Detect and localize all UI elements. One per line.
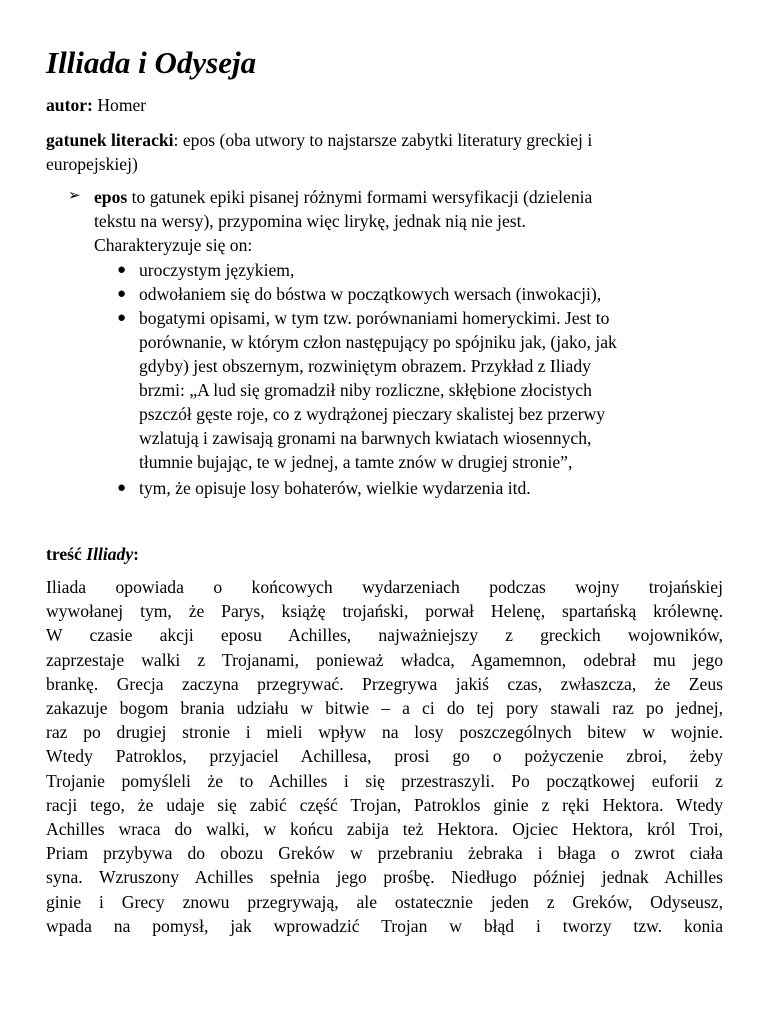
arrow-bullet-icon: ➢ — [68, 188, 81, 204]
bullet-item-4: tym, że opisuje losy bohaterów, wielkie wydarzenia itd. — [139, 478, 531, 498]
paragraph-line: Iliada opowiada o końcowych wydarzeniach podczas wojny trojańskiej — [46, 577, 723, 597]
genre-label: gatunek literacki — [46, 130, 174, 150]
summary-paragraph — [46, 575, 723, 938]
epos-line-3: Charakteryzuje się on: — [94, 235, 253, 255]
section-heading-prefix: treść — [46, 544, 87, 564]
bullet-item-2: odwołaniem się do bóstwa w początkowych wersach (inwokacji), — [139, 284, 602, 304]
bullet-item-3-line: tłumnie bujając, te w jednej, a tamte znów w drugiej stronie”, — [139, 452, 573, 472]
genre-text-1: : epos (oba utwory to najstarsze zabytki literatury greckiej i — [173, 130, 593, 150]
section-heading-title: Illiady — [86, 544, 134, 564]
author-line — [46, 93, 146, 117]
paragraph-line: Wtedy Patroklos, przyjaciel Achillesa, prosi go o pożyczenie zbroi, żeby — [46, 746, 723, 767]
bullet-item-3-line: brzmi: „A lud się gromadził niby rozliczne, skłębione złocistych — [139, 380, 592, 400]
paragraph-line: Trojanie pomyśleli że to Achilles i się przestraszyli. Po początkowej euforii z — [46, 770, 723, 791]
bullet-item-3-line: pszczół gęste roje, co z wydrążonej pieczary skalistej bez przerwy — [139, 404, 606, 424]
bullet-dot-icon: ● — [117, 286, 127, 302]
genre-line-1 — [46, 128, 592, 152]
bullet-item-1: uroczystym językiem, — [139, 260, 295, 280]
bullet-dot-icon: ● — [117, 310, 127, 326]
page-title: Illiada i Odyseja — [46, 45, 257, 80]
section-heading-suffix: : — [133, 544, 139, 564]
section-heading-tresc — [46, 542, 139, 566]
paragraph-line: zakazuje bogom brania udziału w bitwie – a ci do tej pory stawali raz po jednej, — [46, 698, 723, 719]
paragraph-line: raz po drugiej stronie i mieli wpływ na losy poszczególnych bitew w wojnie. — [46, 722, 723, 743]
paragraph-line: syna. Wzruszony Achilles spełnia jego prośbę. Niedługo później jednak Achilles — [46, 867, 723, 888]
bullet-item-3-line: porównanie, w którym człon następujący po spójniku jak, (jako, jak — [139, 332, 617, 352]
paragraph-line: ginie i Grecy znowu przegrywają, ale ostatecznie jeden z Greków, Odyseusz, — [46, 891, 723, 912]
paragraph-line: zaprzestaje walki z Trojanami, ponieważ władca, Agamemnon, odebrał mu jego — [46, 649, 723, 670]
paragraph-line: racji tego, że udaje się zabić część Trojan, Patroklos ginie z ręki Hektora. Wtedy — [46, 794, 723, 815]
bullet-item-3-line: bogatymi opisami, w tym tzw. porównaniami homeryckimi. Jest to — [139, 308, 610, 328]
paragraph-line: W czasie akcji eposu Achilles, najważniejszy z greckich wojowników, — [46, 625, 723, 646]
epos-term: epos — [94, 187, 128, 207]
bullet-item-3-line: gdyby) jest obszernym, rozwiniętym obrazem. Przykład z Iliady — [139, 356, 591, 376]
author-label: autor: — [46, 95, 93, 115]
epos-line-2: tekstu na wersy), przypomina więc lirykę, jednak nią nie jest. — [94, 211, 526, 231]
paragraph-line: wpada na pomysł, jak wprowadzić Trojan w błąd i tworzy tzw. konia — [46, 915, 723, 936]
epos-line-1 — [94, 185, 592, 209]
author-value: Homer — [97, 95, 147, 115]
bullet-item-3-line: wzlatują i zawisają gronami na barwnych kwiatach wiosennych, — [139, 428, 592, 448]
paragraph-line: Priam przybywa do obozu Greków w przebraniu żebraka i błaga o zwrot ciała — [46, 843, 723, 864]
bullet-dot-icon: ● — [117, 262, 127, 278]
paragraph-line: Achilles wraca do walki, w końcu zabija też Hektora. Ojciec Hektora, król Troi, — [46, 819, 723, 840]
bullet-dot-icon: ● — [117, 480, 127, 496]
paragraph-line: wywołanej tym, że Parys, książę trojański, porwał Helenę, spartańską królewnę. — [46, 601, 723, 622]
paragraph-line: brankę. Grecja zaczyna przegrywać. Przegrywa jakiś czas, zwłaszcza, że Zeus — [46, 673, 723, 694]
epos-text-1: to gatunek epiki pisanej różnymi formami wersyfikacji (dzielenia — [127, 187, 593, 207]
genre-line-2: europejskiej) — [46, 154, 138, 174]
